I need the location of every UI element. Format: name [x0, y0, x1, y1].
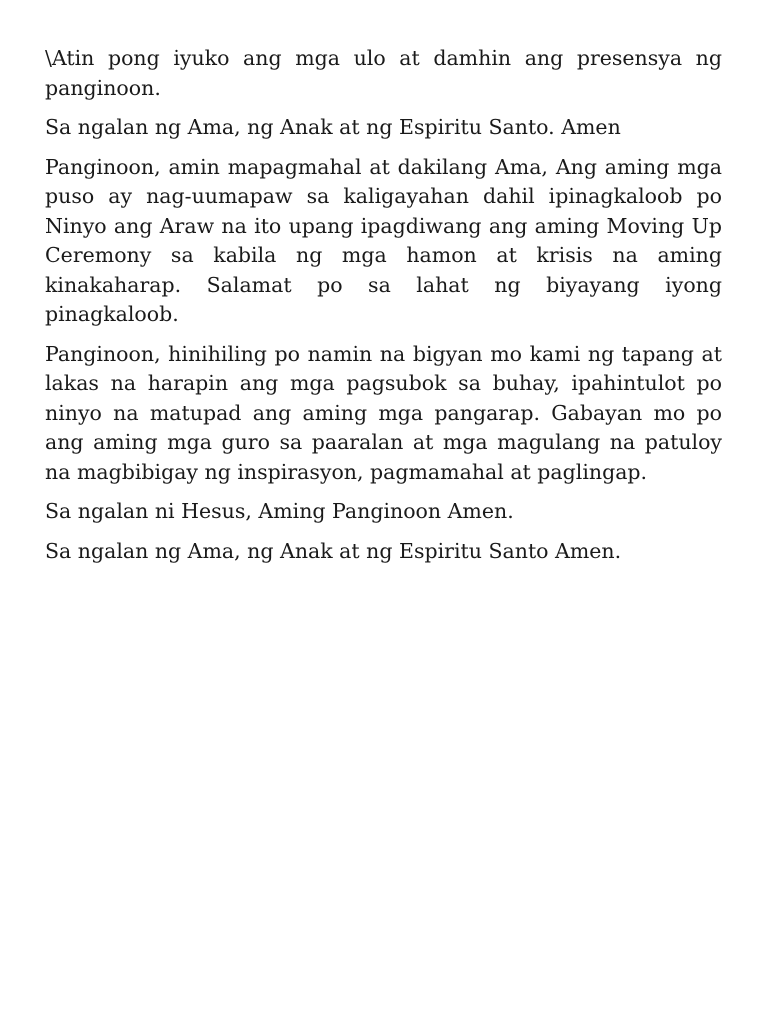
paragraph-opening: \Atin pong iyuko ang mga ulo at damhin ang presensya ng panginoon.	[45, 46, 722, 100]
paragraph-sign-of-cross: Sa ngalan ng Ama, ng Anak at ng Espiritu Santo. Amen	[45, 115, 621, 139]
paragraph-petition: Panginoon, hinihiling po namin na bigyan mo kami ng tapang at lakas na harapin ang mga pagsubok sa buhay, ipahintulot po ninyo na matupad ang aming mga pangarap. Gabayan mo po ang aming mga guro sa paaralan at mga magulang na patuloy na magbibigay ng inspirasyon, pagmamahal at paglingap.	[45, 341, 722, 484]
document-page	[45, 44, 722, 576]
paragraph-thanksgiving: Panginoon, amin mapagmahal at dakilang Ama, Ang aming mga puso ay nag-uumapaw sa kaligayahan dahil ipinagkaloob po Ninyo ang Araw na ito upang ipagdiwang ang aming Moving Up Ceremony sa kabila ng mga hamon at krisis na aming kinakaharap. Salamat po sa lahat ng biyayang iyong pinagkaloob.	[45, 154, 722, 326]
paragraph-final-sign-of-cross: Sa ngalan ng Ama, ng Anak at ng Espiritu Santo Amen.	[45, 538, 622, 563]
paragraph-closing: Sa ngalan ni Hesus, Aming Panginoon Amen.	[45, 499, 514, 523]
